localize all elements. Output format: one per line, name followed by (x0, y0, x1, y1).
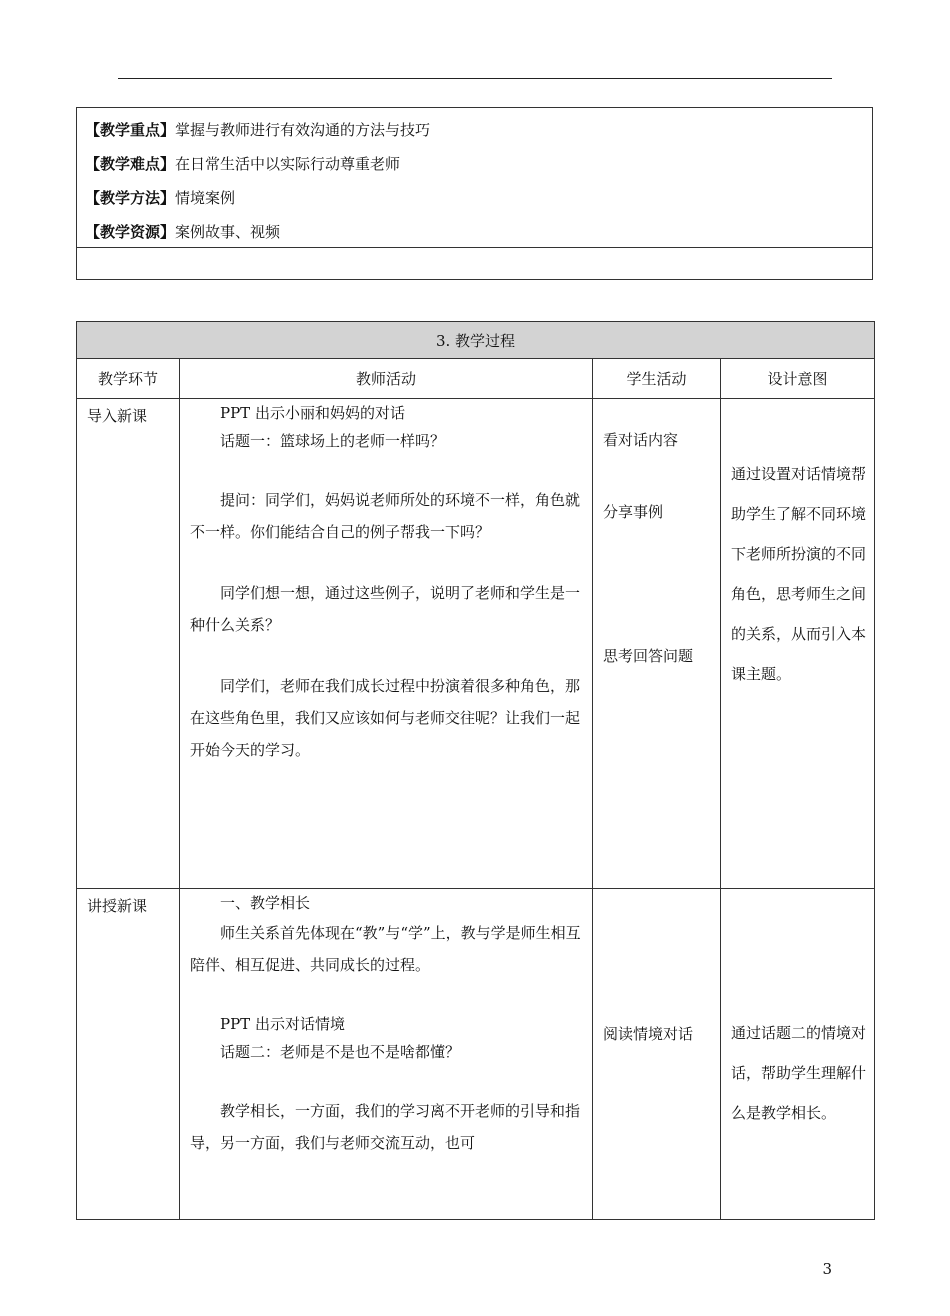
design-intent-text: 通过设置对话情境帮助学生了解不同环境下老师所扮演的不同角色，思考师生之间的关系，从而引入本课主题。 (731, 465, 867, 683)
student-activity-item: 分享事例 (603, 503, 664, 521)
student-activity-item: 思考回答问题 (603, 647, 694, 665)
teacher-para: 提问：同学们，妈妈说老师所处的环境不一样，角色就不一样。你们能结合自己的例子帮我一下吗？ (190, 491, 581, 541)
student-activity-cell (593, 399, 721, 889)
header-teacher: 教师活动 (180, 359, 593, 399)
info-row-method: 【教学方法】情境案例 (85, 189, 236, 207)
stage-cell: 导入新课 (77, 399, 180, 889)
header-rule (118, 78, 832, 79)
table-row (77, 399, 875, 889)
teacher-para: 同学们，老师在我们成长过程中扮演着很多种角色，那在这些角色里，我们又应该如何与老师交往呢？让我们一起开始今天的学习。 (190, 677, 581, 759)
header-stage: 教学环节 (77, 359, 180, 399)
teacher-para: 一、教学相长 (220, 894, 311, 912)
student-activity-item: 阅读情境对话 (603, 1025, 694, 1043)
info-row-resources: 【教学资源】案例故事、视频 (85, 223, 281, 241)
info-row-key-point: 【教学重点】掌握与教师进行有效沟通的方法与技巧 (85, 121, 431, 139)
design-intent-cell (721, 889, 875, 1220)
header-student: 学生活动 (593, 359, 721, 399)
teacher-para: 教学相长，一方面，我们的学习离不开老师的引导和指导，另一方面，我们与老师交流互动，也可 (190, 1102, 581, 1152)
design-intent-text: 通过话题二的情境对话，帮助学生理解什么是教学相长。 (731, 1024, 867, 1122)
student-activity-item: 看对话内容 (603, 431, 679, 449)
design-intent-cell (721, 399, 875, 889)
teacher-para: 师生关系首先体现在“教”与“学”上，教与学是师生相互陪伴、相互促进、共同成长的过程。 (190, 924, 581, 974)
teacher-para: 话题二：老师是不是也不是啥都懂？ (220, 1043, 461, 1061)
teaching-info-upper (77, 108, 872, 248)
process-title: 3. 教学过程 (77, 322, 875, 359)
teacher-para: PPT 出示小丽和妈妈的对话 (220, 404, 405, 422)
teacher-activity-cell (180, 889, 593, 1220)
table-row (77, 889, 875, 1220)
header-intent: 设计意图 (721, 359, 875, 399)
teacher-para: 话题一：篮球场上的老师一样吗？ (220, 432, 446, 450)
info-row-difficulty: 【教学难点】在日常生活中以实际行动尊重老师 (85, 155, 401, 173)
teacher-para: PPT 出示对话情境 (220, 1015, 345, 1033)
stage-cell: 讲授新课 (77, 889, 180, 1220)
teaching-process-table (76, 321, 875, 1220)
page-number: 3 (822, 1260, 832, 1278)
teacher-para: 同学们想一想，通过这些例子，说明了老师和学生是一种什么关系？ (190, 584, 581, 634)
teaching-info-box (76, 107, 873, 280)
teacher-activity-cell (180, 399, 593, 889)
student-activity-cell (593, 889, 721, 1220)
